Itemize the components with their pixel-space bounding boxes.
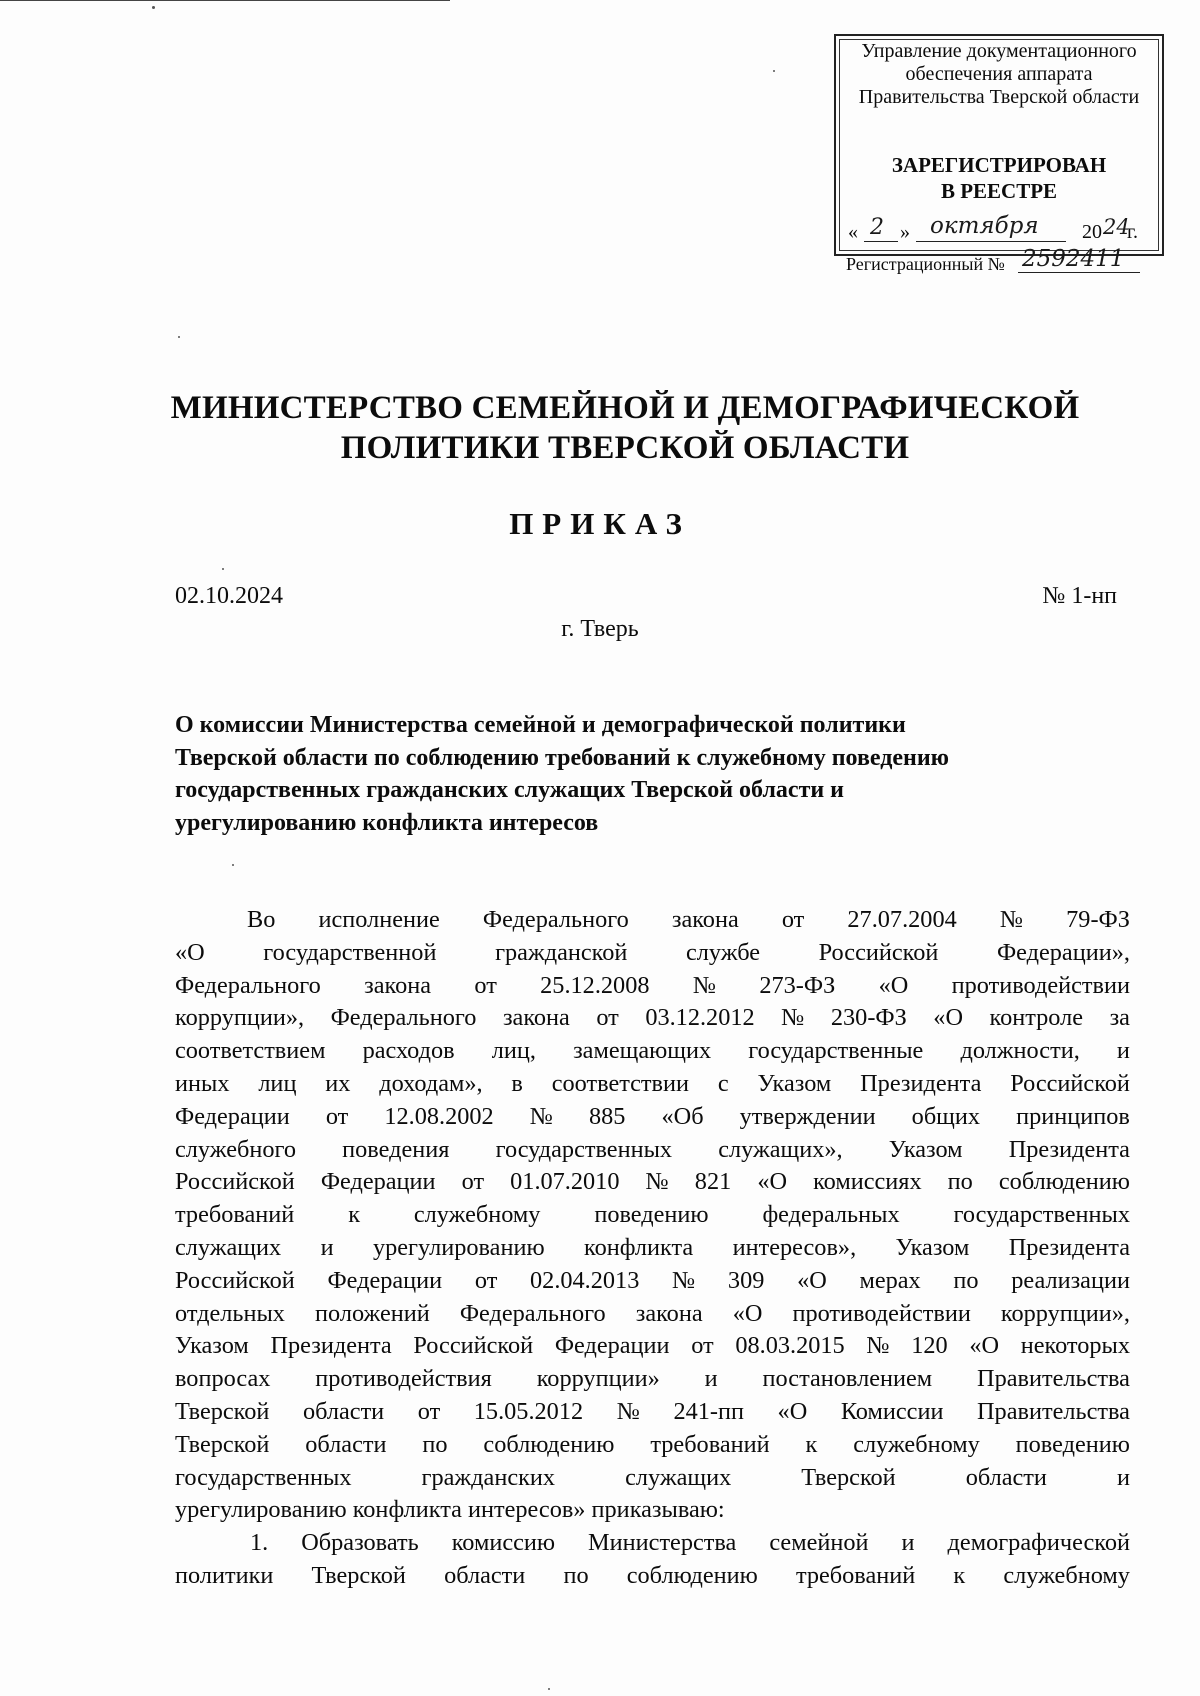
body-word: Тверской	[175, 1397, 270, 1425]
body-word: доходам»,	[379, 1069, 483, 1097]
subject-line: О комиссии Министерства семейной и демографической политики	[175, 712, 906, 738]
body-word: 79-ФЗ	[1066, 906, 1130, 933]
stamp-org-line: Правительства Тверской области	[858, 86, 1140, 108]
subject-line: государственных гражданских служащих Тверской области и	[175, 777, 845, 803]
body-word: государственных	[953, 1201, 1130, 1229]
stamp-registered-label	[836, 152, 1162, 204]
body-word: 885	[588, 1102, 626, 1130]
body-word: Российской	[1010, 1069, 1130, 1097]
body-word: государственных	[175, 1463, 352, 1491]
body-line	[175, 1232, 1130, 1265]
body-word: постановлением	[762, 1365, 933, 1393]
body-word: Тверской	[311, 1561, 406, 1589]
body-word: Федерации»,	[996, 938, 1130, 966]
body-word: и	[320, 1233, 334, 1261]
scan-dust	[178, 336, 180, 338]
body-line	[175, 1462, 1130, 1495]
body-word: и	[1116, 1037, 1130, 1065]
body-word: 12.08.2002	[384, 1102, 494, 1130]
body-word: «О	[933, 1004, 963, 1032]
body-line	[175, 937, 1130, 970]
body-line	[175, 1330, 1130, 1363]
body-word: Правительства	[977, 1397, 1130, 1425]
body-word: интересов»,	[732, 1233, 857, 1261]
body-word: государственные	[748, 1037, 924, 1065]
body-word: поведению	[594, 1201, 709, 1229]
body-word: федеральных	[762, 1201, 900, 1229]
body-line	[175, 1002, 1130, 1035]
body-word: Правительства	[977, 1365, 1130, 1393]
handwritten-day: 2	[870, 215, 884, 240]
body-word: «О	[777, 1397, 808, 1425]
ministry-title-line: МИНИСТЕРСТВО СЕМЕЙНОЙ И ДЕМОГРАФИЧЕСКОЙ	[170, 390, 1080, 426]
body-word: 25.12.2008	[540, 971, 650, 999]
body-word: 03.12.2012	[645, 1004, 755, 1032]
stamp-org-line: обеспечения аппарата	[905, 63, 1093, 85]
body-word: Федерации	[327, 1266, 443, 1294]
body-word: 241-пп	[673, 1397, 744, 1425]
body-word: Тверской	[801, 1463, 896, 1491]
body-word: закона	[364, 971, 432, 999]
body-word: служащих	[175, 1233, 282, 1261]
body-word: их	[325, 1069, 351, 1097]
order-body	[175, 904, 1130, 1593]
body-word: Российской	[175, 1168, 295, 1196]
body-word: 1.	[250, 1529, 269, 1557]
body-word: некоторых	[1020, 1332, 1130, 1360]
body-line	[175, 1134, 1130, 1167]
stamp-org-line: Управление документационного	[861, 40, 1137, 62]
body-word: реализации	[1011, 1266, 1130, 1294]
body-word: Федерации	[554, 1332, 670, 1360]
body-word: №	[781, 1004, 805, 1032]
subject-line: Тверской области по соблюдению требований к служебному поведению	[175, 744, 950, 771]
body-word: демографической	[947, 1529, 1130, 1557]
body-word: соблюдению	[998, 1168, 1130, 1196]
body-line	[175, 1560, 1130, 1593]
body-word: Во	[247, 906, 276, 933]
body-word: «О	[175, 938, 205, 966]
body-word: Федерального	[482, 906, 629, 933]
stamp-organization	[836, 40, 1162, 109]
year-unit: г.	[1127, 221, 1138, 243]
body-word: гражданской	[495, 938, 628, 966]
body-word: №	[672, 1266, 696, 1294]
order-date: 02.10.2024	[175, 583, 283, 609]
body-word: противодействии	[951, 971, 1130, 999]
scan-dust	[773, 70, 775, 72]
body-line	[175, 970, 1130, 1003]
body-word: области	[444, 1561, 526, 1589]
body-word: 309	[727, 1266, 765, 1294]
stamp-registered-line: В РЕЕСТРЕ	[940, 179, 1058, 203]
body-word: закона	[502, 1004, 570, 1032]
body-word: от	[474, 1266, 498, 1294]
body-word: от	[596, 1004, 619, 1032]
body-word: от	[461, 1168, 485, 1196]
scan-dust	[152, 6, 155, 9]
stamp-reg-number	[846, 246, 1156, 276]
body-word: требований	[175, 1201, 295, 1229]
body-line	[175, 1199, 1130, 1232]
body-word: по	[947, 1168, 973, 1196]
document-type: ПРИКАЗ	[509, 506, 691, 541]
body-word: 821	[694, 1168, 732, 1196]
body-word: иных	[175, 1069, 230, 1097]
body-word: положений	[315, 1299, 430, 1327]
scan-dust	[222, 568, 224, 570]
order-subject	[175, 709, 1075, 839]
body-word: Министерства	[588, 1529, 737, 1557]
body-word: утверждении	[739, 1102, 876, 1130]
body-word: в	[511, 1069, 523, 1097]
body-word: поведению	[1015, 1430, 1130, 1458]
body-word: мерах	[859, 1266, 921, 1294]
scan-dust	[548, 1688, 550, 1690]
body-word: должности,	[960, 1037, 1080, 1065]
body-word: служащих	[625, 1463, 732, 1491]
body-word: №	[999, 906, 1024, 933]
body-word: урегулированию	[372, 1233, 545, 1261]
body-word: от	[417, 1397, 441, 1425]
body-word: «О	[878, 971, 909, 999]
body-word: поведения	[342, 1135, 450, 1163]
handwritten-reg-number: 2592411	[1022, 246, 1125, 272]
body-word: за	[1109, 1004, 1130, 1032]
body-word: 120	[911, 1332, 948, 1360]
body-word: вопросах	[175, 1365, 271, 1393]
body-word: требований	[650, 1430, 770, 1458]
body-line	[175, 1101, 1130, 1134]
order-number: № 1-нп	[1042, 583, 1117, 609]
body-word: Указом	[895, 1233, 970, 1261]
body-word: комиссию	[451, 1529, 556, 1557]
body-word: «Об	[661, 1102, 704, 1130]
ministry-title	[150, 388, 1100, 468]
body-word: замещающих	[573, 1037, 712, 1065]
scan-dust	[232, 864, 234, 866]
body-word: 02.04.2013	[530, 1266, 640, 1294]
body-word: №	[866, 1332, 890, 1360]
body-line	[175, 1265, 1130, 1298]
body-word: исполнение	[318, 906, 440, 933]
body-word: служебному	[1003, 1561, 1130, 1589]
stamp-registered-line: ЗАРЕГИСТРИРОВАН	[891, 153, 1107, 177]
body-word: Комиссии	[840, 1397, 944, 1425]
subject-line: урегулированию конфликта интересов	[175, 809, 599, 836]
body-word: Тверской	[175, 1430, 270, 1458]
body-word: Указом	[888, 1135, 963, 1163]
body-word: Федерации	[320, 1168, 436, 1196]
body-word: комиссиях	[813, 1168, 922, 1196]
body-line	[175, 904, 1130, 937]
body-word: отдельных	[175, 1299, 285, 1327]
body-word: Президента	[270, 1332, 392, 1360]
body-word: от	[781, 906, 805, 933]
body-word: области	[305, 1430, 387, 1458]
body-word: 27.07.2004	[847, 906, 957, 933]
registration-stamp	[834, 34, 1164, 274]
body-word: «О	[732, 1299, 763, 1327]
body-word: Указом	[175, 1332, 249, 1360]
body-word: и	[901, 1529, 915, 1557]
body-word: Президента	[860, 1069, 982, 1097]
body-line	[175, 1035, 1130, 1068]
body-word: расходов	[362, 1037, 455, 1065]
stamp-date	[846, 213, 1156, 245]
body-word: 15.05.2012	[473, 1397, 584, 1425]
reg-number-label: Регистрационный №	[846, 254, 1005, 274]
body-word: Федерации	[175, 1102, 290, 1130]
body-word: по	[563, 1561, 589, 1589]
body-word: Федерального	[175, 971, 321, 999]
body-line	[175, 1363, 1130, 1396]
body-word: Образовать	[301, 1529, 419, 1557]
body-word: «О	[797, 1266, 827, 1294]
body-word: принципов	[1016, 1102, 1130, 1130]
body-word: №	[529, 1102, 553, 1130]
body-word: по	[953, 1266, 979, 1294]
body-word: государственной	[263, 938, 437, 966]
body-word: закона	[635, 1299, 703, 1327]
body-word: службе	[686, 938, 761, 966]
body-word: по	[422, 1430, 448, 1458]
body-word: с	[717, 1069, 729, 1097]
body-word: №	[616, 1397, 640, 1425]
body-word: служащих»,	[718, 1135, 843, 1163]
body-word: коррупции»	[536, 1365, 660, 1393]
ministry-title-line: ПОЛИТИКИ ТВЕРСКОЙ ОБЛАСТИ	[340, 430, 910, 466]
body-word: и	[1116, 1463, 1130, 1491]
body-line	[175, 1068, 1130, 1101]
body-word: к	[805, 1430, 818, 1458]
body-word: закона	[671, 906, 739, 933]
body-word: политики	[175, 1561, 274, 1589]
body-word: к	[348, 1201, 360, 1229]
body-word: соблюдению	[483, 1430, 615, 1458]
body-word: служебного	[175, 1135, 297, 1163]
body-word: гражданских	[421, 1463, 556, 1491]
body-word: служебному	[853, 1430, 980, 1458]
body-word: 273-ФЗ	[759, 971, 836, 999]
body-word: Российской	[818, 938, 939, 966]
body-word: Президента	[1008, 1135, 1130, 1163]
scan-edge-artifact	[0, 0, 450, 1]
body-line	[175, 1527, 1130, 1560]
body-line: урегулированию конфликта интересов» приказываю:	[175, 1496, 725, 1524]
body-line	[175, 1396, 1130, 1429]
body-word: 230-ФЗ	[830, 1004, 907, 1032]
quote-close: »	[900, 221, 910, 243]
body-word: государственных	[495, 1135, 673, 1163]
body-word: служебному	[413, 1201, 541, 1229]
body-word: Российской	[175, 1266, 295, 1294]
year-prefix: 20	[1082, 221, 1102, 243]
body-word: к	[953, 1561, 966, 1589]
quote-open: «	[848, 221, 858, 243]
body-word: №	[645, 1168, 669, 1196]
body-word: контроле	[989, 1004, 1084, 1032]
order-city: г. Тверь	[561, 616, 639, 642]
handwritten-month: октября	[930, 213, 1039, 239]
body-word: соблюдению	[626, 1561, 758, 1589]
body-line	[175, 1298, 1130, 1331]
body-word: противодействия	[315, 1365, 492, 1393]
body-word: области	[302, 1397, 385, 1425]
handwritten-year: 24	[1103, 215, 1130, 239]
body-word: и	[704, 1365, 718, 1393]
body-word: 08.03.2015	[735, 1332, 845, 1360]
body-word: от	[474, 971, 497, 999]
body-word: конфликта	[584, 1233, 694, 1261]
body-word: противодействии	[792, 1299, 971, 1327]
body-word: Федерального	[330, 1004, 477, 1032]
body-line	[175, 1429, 1130, 1462]
body-word: коррупции»,	[1000, 1299, 1130, 1327]
body-word: лиц,	[491, 1037, 536, 1065]
body-word: «О	[757, 1168, 788, 1196]
body-word: соответствии	[551, 1069, 690, 1097]
body-word: семейной	[769, 1529, 869, 1557]
body-word: 01.07.2010	[510, 1168, 620, 1196]
body-word: «О	[969, 1332, 1000, 1360]
body-word: №	[692, 971, 717, 999]
body-word: Указом	[757, 1069, 832, 1097]
body-word: от	[691, 1332, 714, 1360]
body-word: лиц	[258, 1069, 297, 1097]
body-word: общих	[911, 1102, 981, 1130]
body-word: Федерального	[459, 1299, 606, 1327]
body-word: Российской	[413, 1332, 534, 1360]
body-word: коррупции»,	[175, 1004, 305, 1032]
body-word: соответствием	[175, 1037, 326, 1065]
body-line	[175, 1166, 1130, 1199]
body-word: Президента	[1008, 1233, 1130, 1261]
body-word: области	[965, 1463, 1047, 1491]
body-word: от	[325, 1102, 349, 1130]
body-word: требований	[795, 1561, 916, 1589]
